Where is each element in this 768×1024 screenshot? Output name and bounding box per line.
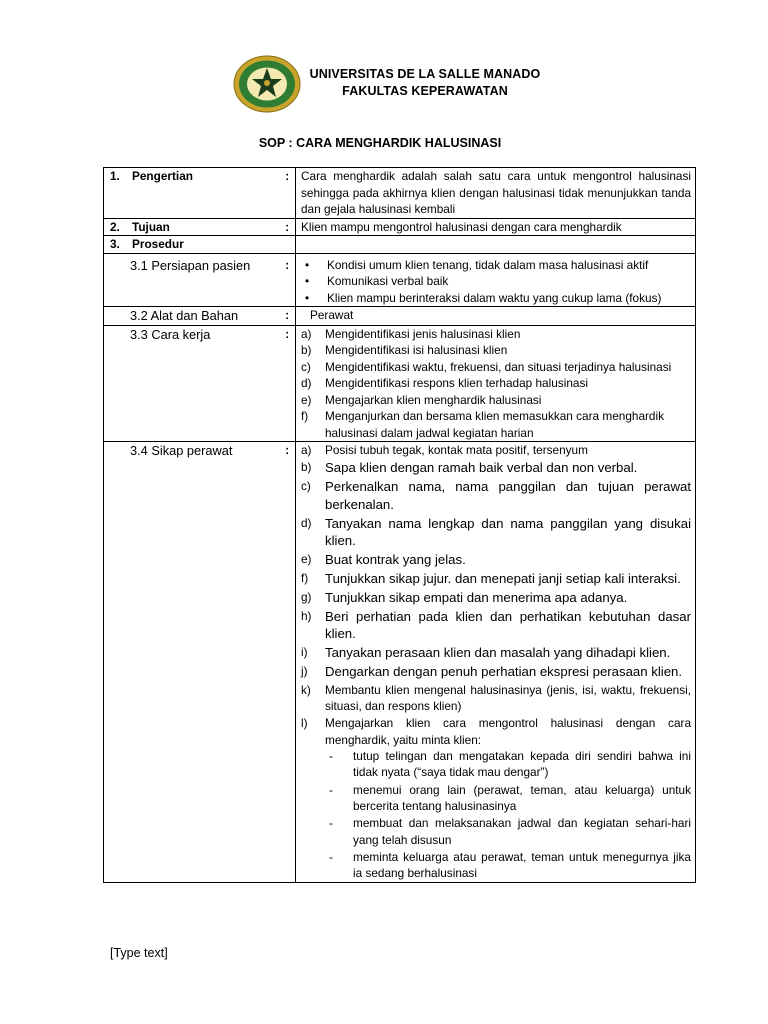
dash-icon: - [329,849,333,864]
row-pengertian [104,168,696,219]
list-item: k) Membantu klien mengenal halusinasinya (jenis, isi, waktu, frekuensi, situasi, dan respons klien) [301,682,691,714]
list-item: j) Dengarkan dengan penuh perhatian ekspresi perasaan klien. [301,664,683,680]
colon: : [280,218,296,236]
sop-table [103,167,696,883]
sub-list-item: - membuat dan melaksanakan jadwal dan kegiatan sehari-hari yang telah disusun [329,816,691,847]
list-item: a) Mengidentifikasi jenis halusinasi klien [301,326,521,341]
row-label: Tujuan [132,219,170,234]
list-item: i) Tanyakan perasaan klien dan masalah yang dihadapi klien. [301,645,671,661]
sub-list-item: - menemui orang lain (perawat, teman, atau keluarga) untuk bercerita tentang halusinasinya [329,782,691,813]
document-title: SOP : CARA MENGHARDIK HALUSINASI [258,136,502,150]
university-name: UNIVERSITAS DE LA SALLE MANADO [309,67,541,81]
tujuan-text: Klien mampu mengontrol halusinasi dengan cara menghardik [296,218,696,236]
faculty-name: FAKULTAS KEPERAWATAN [342,84,508,98]
list-item: • Kondisi umum klien tenang, tidak dalam masa halusinasi aktif [305,257,649,272]
row-label: 3.4 Sikap perawat [130,443,233,458]
list-item: c) Mengidentifikasi waktu, frekuensi, dan situasi terjadinya halusinasi [301,359,672,374]
sikap-sub-list [325,748,691,881]
list-item: b) Mengidentifikasi isi halusinasi klien [301,343,508,357]
row-number: 3. [110,237,120,251]
list-item: f) Menganjurkan dan bersama klien memasukkan cara menghardik halusinasi dalam jadwal kegiatan harian [301,409,665,440]
list-item: l) Mengajarkan klien cara mengontrol halusinasi dengan cara menghardik, yaitu minta klien: - tutup telingan dan mengatakan kepada diri sendiri bahwa ini tidak nyata (“saya tidak mau dengar”) - menemui orang lain (perawat, teman, atau keluarga) untuk bercerita tentang halusinasinya - membuat dan melaksanakan jadwal dan kegiatan sehari-hari yang telah disusun - meminta keluarga atau perawat, teman untuk menegurnya jika ia sedang berhalusinasi [301,716,691,881]
row-tujuan [104,218,696,236]
colon: : [280,253,296,307]
row-label: Prosedur [132,237,184,251]
list-item: • Komunikasi verbal baik [305,274,449,288]
row-sikap-perawat [104,442,696,883]
row-label: 3.2 Alat dan Bahan [130,308,239,323]
row-prosedur [104,236,696,254]
list-item: g) Tunjukkan sikap empati dan menerima apa adanya. [301,589,628,605]
colon: : [280,325,296,442]
bullet-icon: • [305,257,310,272]
sub-list-item: - meminta keluarga atau perawat, teman untuk menegurnya jika ia sedang berhalusinasi [329,849,691,881]
list-item: e) Buat kontrak yang jelas. [301,552,466,568]
dash-icon: - [329,782,333,797]
list-item: c) Perkenalkan nama, nama panggilan dan tujuan perawat berkenalan. [301,479,691,512]
bullet-icon: • [305,290,310,305]
row-cara-kerja [104,325,696,442]
pengertian-text: Cara menghardik adalah salah satu cara untuk mengontrol halusinasi sehingga pada akhirnya klien dengan halusinasi tidak menunjukkan tanda dan gejala halusinasi kembali [296,168,696,219]
list-item: d) Tanyakan nama lengkap dan nama panggilan yang disukai klien. [301,515,691,549]
cara-kerja-list [301,326,691,442]
row-number: 1. [110,169,120,183]
list-item: • Klien mampu berinteraksi dalam waktu yang cukup lama (fokus) [305,290,662,305]
sub-list-item: - tutup telingan dan mengatakan kepada diri sendiri bahwa ini tidak nyata (“saya tidak mau dengar”) [329,749,691,780]
list-item: a) Posisi tubuh tegak, kontak mata positif, tersenyum [301,443,588,457]
list-item: b) Sapa klien dengan ramah baik verbal dan non verbal. [301,460,638,476]
list-item: h) Beri perhatian pada klien dan perhatikan kebutuhan dasar klien. [301,608,691,642]
sikap-list [301,442,691,881]
row-number: 2. [110,219,120,234]
colon: : [280,168,296,219]
persiapan-list [301,257,691,307]
colon: : [280,442,296,883]
row-label: 3.1 Persiapan pasien [130,257,251,273]
alat-text: Perawat [296,307,696,326]
footer-placeholder: [Type text] [110,946,168,960]
list-item: f) Tunjukkan sikap jujur. dan menepati janji setiap kali interaksi. [301,571,681,587]
row-persiapan-pasien [104,253,696,307]
dash-icon: - [329,749,333,764]
university-logo [232,54,302,114]
list-item: d) Mengidentifikasi respons klien terhadap halusinasi [301,376,588,390]
row-label: 3.3 Cara kerja [130,326,211,342]
dash-icon: - [329,816,333,831]
list-item: e) Mengajarkan klien menghardik halusinasi [301,392,542,407]
row-label: Pengertian [132,169,193,183]
row-alat-bahan [104,307,696,326]
bullet-icon: • [305,274,310,288]
colon: : [280,307,296,326]
